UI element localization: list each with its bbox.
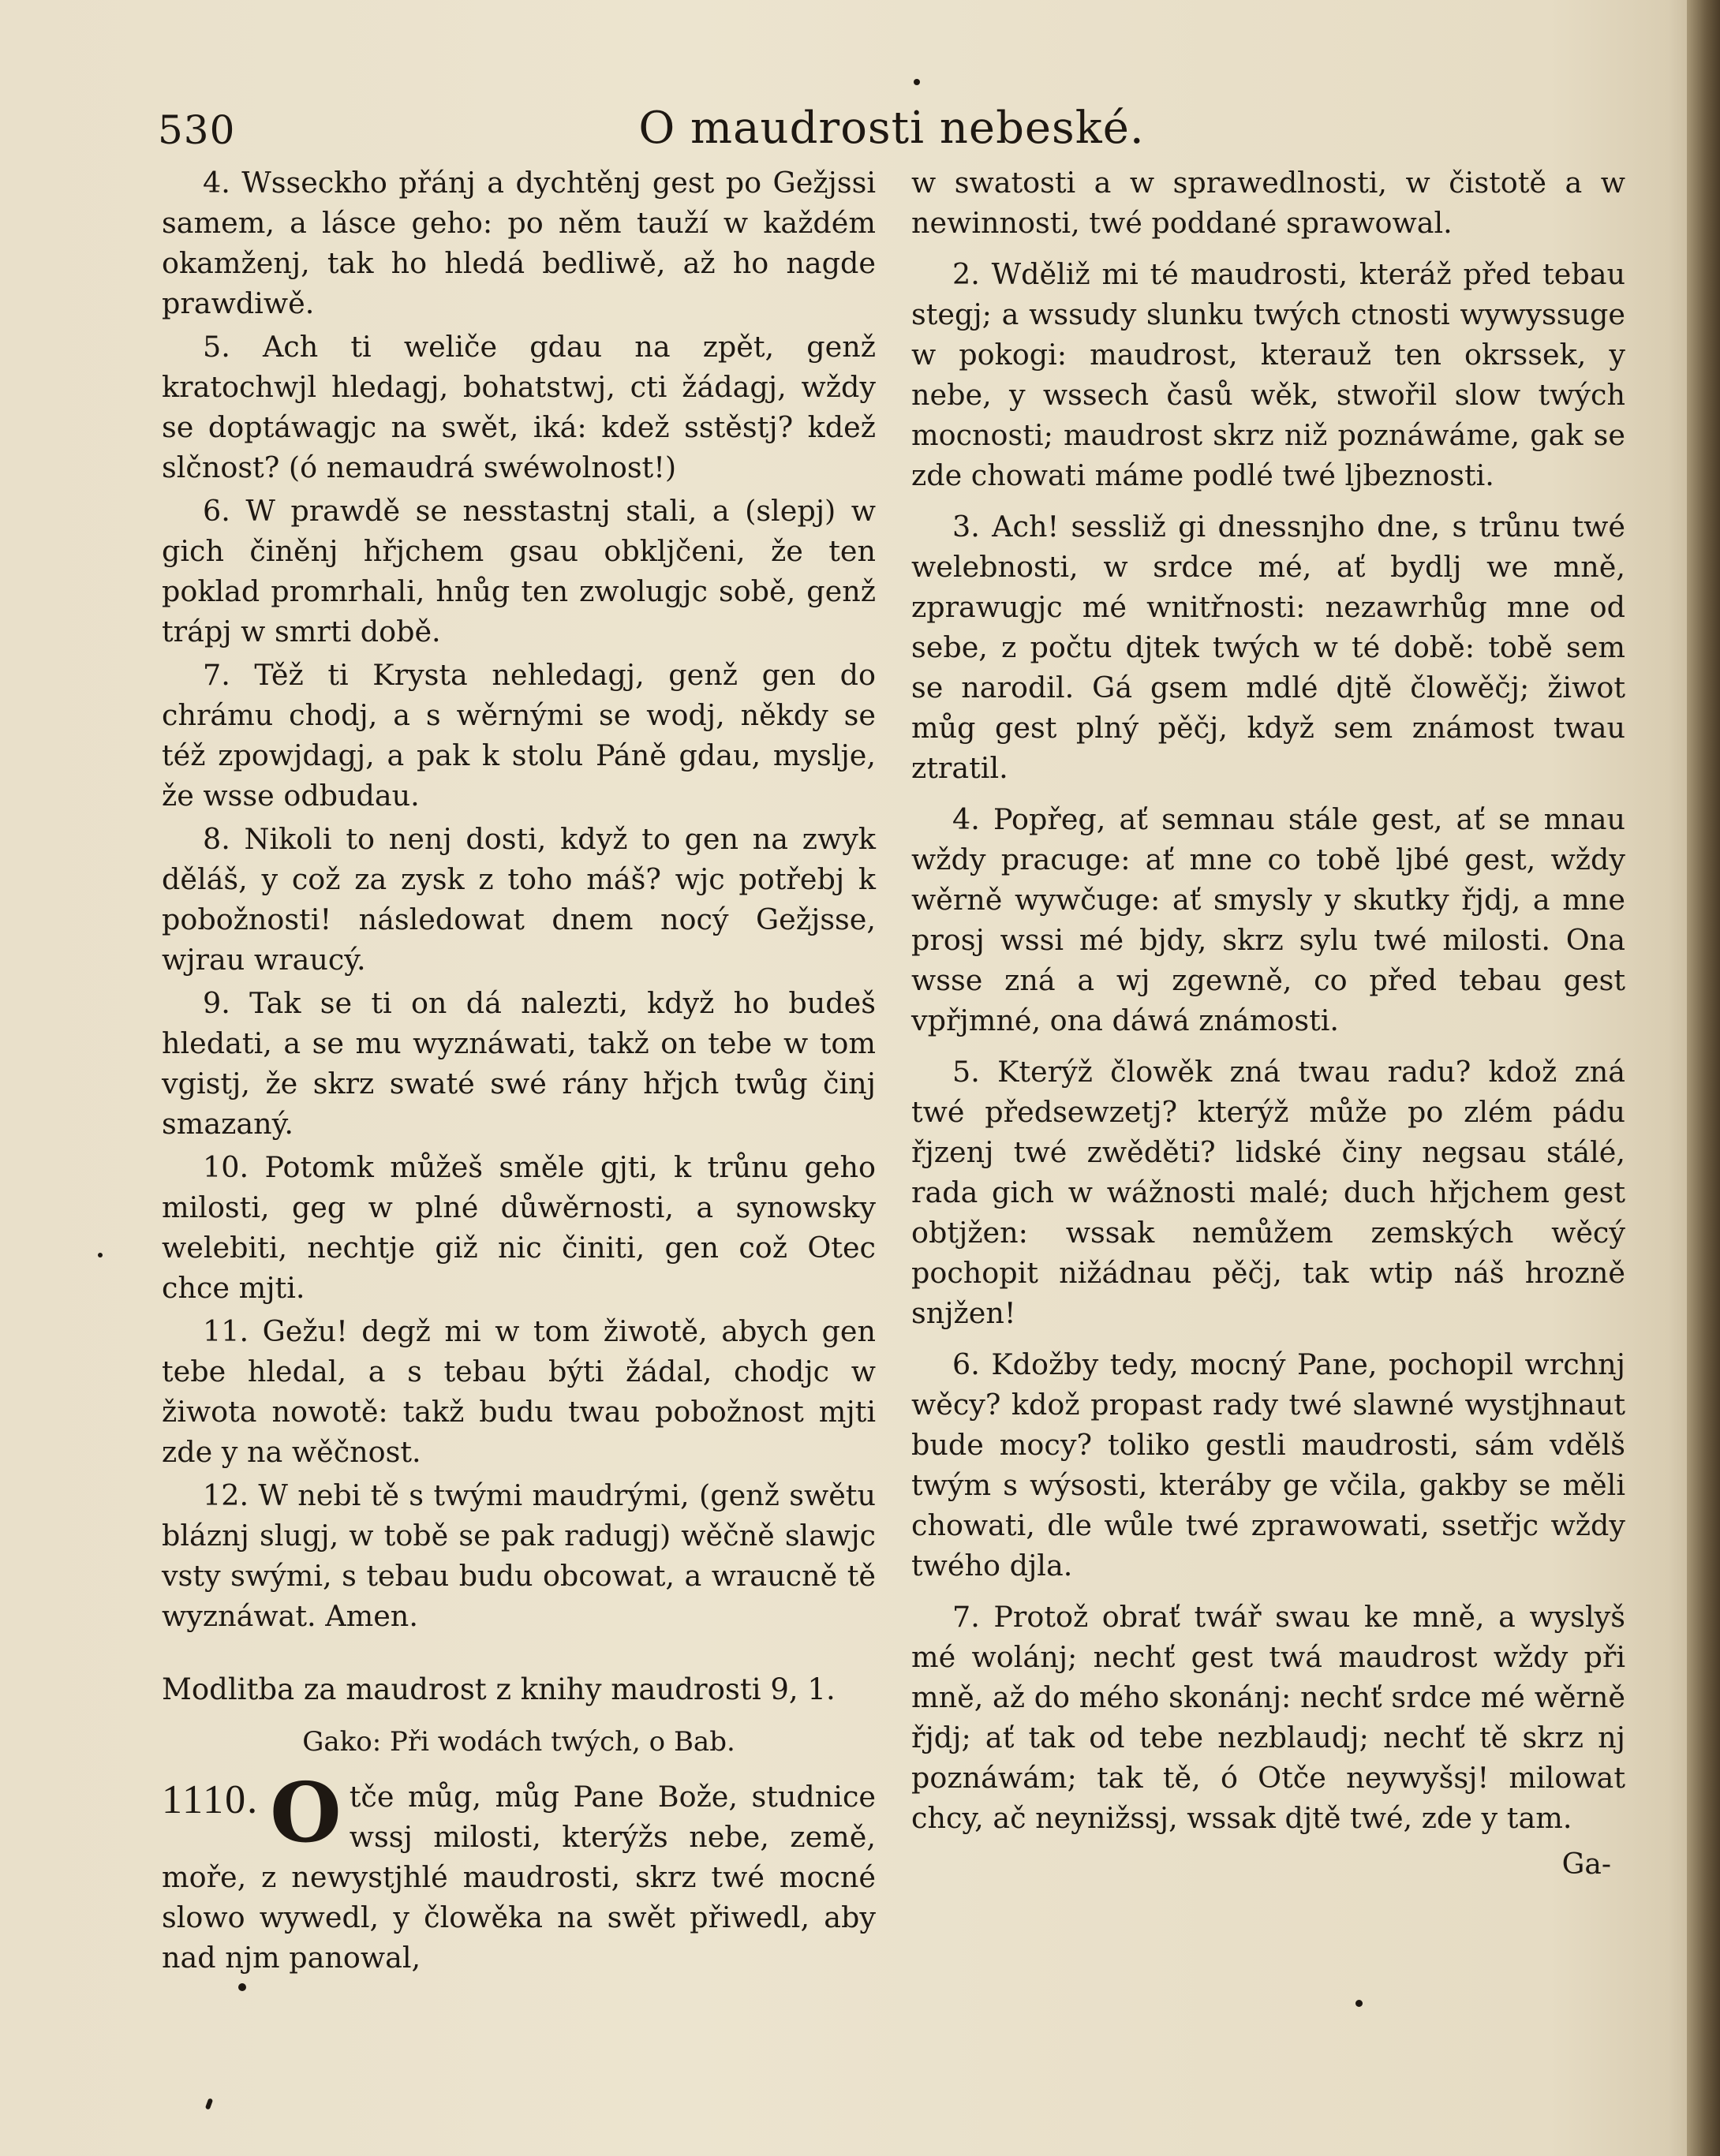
left-column [162,163,876,1978]
ink-speck [238,1983,246,1991]
hymn-1110 [162,1764,876,1978]
stanza-6: 6. W prawdě se nesstastnj stali, a (slepj) w gich činěnj hřjchem gsau obkljčeni, že ten poklad promrhali, hnůg ten zwolugjc sobě, genž trápj w smrti době. [162,494,876,648]
stanza-4: 4. Wsseckho přánj a dychtěnj gest po Gežjssi samem, a lásce geho: po něm tauží w každém okamženj, tak ho hledá bedliwě, až ho nagde prawdiwě. [162,166,876,320]
page-title: O maudrosti nebeské. [638,103,1145,154]
hymn-stanza-5: 5. Kterýž člowěk zná twau radu? kdož zná twé předsewzetj? kterýž může po zlém pádu řjzenj twé zwěděti? lidské činy negsau stálé, rada gich w wážnosti malé; duch hřjchem gest obtjžen: wssak nemůžem zemských wěcý pochopit nižádnau pěčj, tak wtip náš hrozně snjžen! [911,1055,1625,1330]
drop-capital: O [270,1764,342,1861]
catchword: Ga- [1561,1848,1611,1881]
stanza-7: 7. Těž ti Krysta nehledagj, genž gen do chrámu chodj, a s wěrnými se wodj, někdy se též zpowjdagj, a pak k stolu Páně gdau, myslje, že wsse odbudau. [162,658,876,813]
ink-speck [98,1253,103,1257]
stanza-8: 8. Nikoli to nenj dosti, když to gen na zwyk děláš, y což za zysk z toho máš? wjc potřebj k pobožnosti! následowat dnem nocý Gežjsse, wjrau wraucý. [162,822,876,977]
hymn-stanza-6: 6. Kdožby tedy, mocný Pane, pochopil wrchnj wěcy? kdož propast rady twé slawné wystjhnaut bude mocy? toliko gestli maudrosti, sám vdělš twým s wýsosti, kteráby ge včila, gakby se měli chowati, dle wůle twé zprawowati, ssetřjc wždy twého djla. [911,1347,1625,1582]
hymn-stanza-2: 2. Wděliž mi té maudrosti, kteráž před tebau stegj; a wssudy slunku twých ctnosti wywyssuge w pokogi: maudrost, kterauž ten okrssek, y nebe, y wssech časů wěk, stwořil slow twých mocnosti; maudrost skrz niž poznáwáme, gak se zde chowati máme podlé twé ljbeznosti. [911,257,1625,492]
hymn-number: 1110. [162,1777,260,1822]
tune-indication: Gako: Při wodách twých, o Bab. [302,1726,735,1758]
stanza-12: 12. W nebi tě s twými maudrými, (genž swětu bláznj slugj, w tobě se pak radugj) wěčně slawjc vsty swými, s tebau budu obcowat, a wraucně tě wyznáwat. Amen. [162,1478,876,1633]
stanza-10: 10. Potomk můžeš směle gjti, k trůnu geho milosti, geg w plné důwěrnosti, a synowsky welebiti, nechtje giž nic činiti, gen což Otec chce mjti. [162,1150,876,1305]
ink-speck [205,2098,213,2109]
hymn-stanza-7: 7. Protož obrať twář swau ke mně, a wyslyš mé wolánj; nechť gest twá maudrost wždy při mně, až do mého skonánj: nechť srdce mé wěrně řjdj; ať tak od tebe nezblaudj; nechť tě skrz nj poznáwám; tak tě, ó Otče neywyšsj! milowat chcy, ač neynižssj, wssak djtě twé, zde y tam. [911,1600,1625,1835]
ink-speck [914,79,920,85]
hymn-stanza-4: 4. Popřeg, ať semnau stále gest, ať se mnau wždy pracuge: ať mne co tobě ljbé gest, wždy wěrně wywčuge: ať smysly y skutky řjdj, a mne prosj wssi mé bjdy, skrz sylu twé milosti. Ona wsse zná a wj zgewně, co před tebau gest vpřjmné, ona dáwá známosti. [911,802,1625,1037]
stanza-11: 11. Gežu! degž mi w tom žiwotě, abych gen tebe hledal, a s tebau býti žádal, chodjc w žiwota nowotě: takž budu twau pobožnost mjti zde y na wěčnost. [162,1314,876,1469]
page-number: 530 [158,107,236,153]
hymn-stanza-1-continuation: w swatosti a w sprawedlnosti, w čistotě a w newinnosti, twé poddané sprawowal. [911,166,1625,240]
hymn-stanza-3: 3. Ach! sessliž gi dnessnjho dne, s trůnu twé welebnosti, w srdce mé, ať bydlj we mně, zprawugjc mé wnitřnosti: nezawrhůg mne od sebe, z počtu djtek twých w té době: tobě sem se narodil. Gá gsem mdlé djtě člowěčj; žiwot můg gest plný pěčj, když sem známost twau ztratil. [911,510,1625,785]
stanza-9: 9. Tak se ti on dá nalezti, když ho budeš hledati, a se mu wyznáwati, takž on tebe w tom vgistj, že skrz swaté swé rány hřjch twůg činj smazaný. [162,986,876,1141]
hymn-stanza-1: tče můg, můg Pane Bože, studnice wssj milosti, kterýžs nebe, země, moře, z newystjhlé maudrosti, skrz twé mocné slowo wywedl, y člowěka na swět přiwedl, aby nad njm panowal, [162,1780,876,1975]
prayer-title: Modlitba za maudrost z knihy maudrosti 9, 1. [162,1672,836,1706]
book-spine-edge [1687,0,1720,2156]
right-column [911,163,1625,1885]
ink-speck [1355,2000,1363,2007]
stanza-5: 5. Ach ti weliče gdau na zpět, genž kratochwjl hledagj, bohatstwj, cti žádagj, wždy se doptáwagjc na swět, iká: kdež sstěstj? kdež slčnost? (ó nemaudrá swéwolnost!) [162,330,876,484]
